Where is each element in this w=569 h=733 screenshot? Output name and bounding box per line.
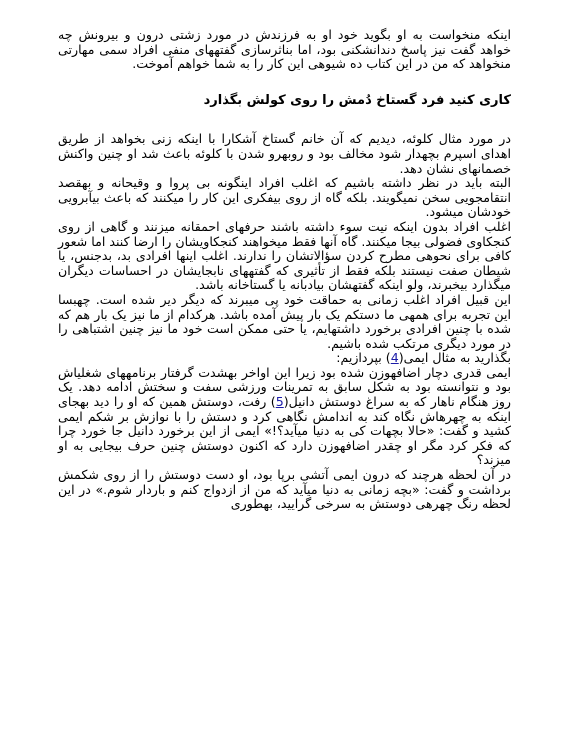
footnote-link-4[interactable]: 4 <box>390 350 399 366</box>
paragraph-intro: اینکه منخواست به او بگوید خود او به فرزندش در مورد زشتی درون و بیرونش چه خواهد گفت نیز پاسخ دندانشکنی بود، اما بناثرسازی گفتههای منفی افراد سمی مهارتی منخواهد که من در این کتاب ده شیوهی این کار را به شما خواهم آموخت. <box>58 27 511 72</box>
paragraph-chloe: در مورد مثال کلوئه، دیدیم که آن خانم گستاخ آشکارا با اینکه زنی بخواهد از طریق اهدای اسپرم بچهدار شود مخالف بود و روبهرو شدن با کلوئه باعث شد او چنین واکنش خصمانهای نشان دهد. <box>58 131 511 176</box>
paragraph-amy-story <box>58 366 511 468</box>
footnote-link-5[interactable]: 5 <box>275 394 284 410</box>
amy-intro-text-b: ) بپردازیم: <box>336 350 391 366</box>
section-heading: کاری کنید فرد گستاخ دُمش را روی کولش بگذارد <box>203 92 511 108</box>
amy-intro-text-a: بگذارید به مثال ایمی( <box>398 350 511 366</box>
amy-story-text-a: ایمی قدری دچار اضافهوزن شده بود زیرا این اواخر بهشدت گرفتار برنامههای شغلیاش بود و نتوانسته بود به شکل سابق به تمرینات ورزشی سفت و سختش ادامه دهد. یک روز هنگام ناهار که به سراغ دوستش دانیل( <box>58 364 511 410</box>
paragraph-amy-reply: در آن لحظه هرچند که درون ایمی آتشی برپا بود، او دست دوستش را از روی شکمش برداشت و گفت: «بچه زمانی به دنیا میآید که من از ازدواج کنم و باردار شوم.» در این لحظه رنگ چهرهی دوستش به سرخی گرایید، بهطوری <box>58 467 511 512</box>
paragraph-amy-intro <box>58 351 511 366</box>
paragraph-thoughtless: البته باید در نظر داشته باشیم که اغلب افراد اینگونه بی پروا و وقیحانه و بهقصد انتقامجویی سخن نمیگویند. بلکه گاه از روی بیفکری این کار را میکنند که باعث بیآبرویی خودشان میشود. <box>58 175 511 220</box>
paragraph-too-late: این قبیل افراد اغلب زمانی به حماقت خود پی میبرند که دیگر دیر شده است. چهبسا این تجربه برای همهی ما دستکم یک بار پیش آمده باشد. هرکدام از ما نیز یک بار هم که شده با چنین افرادی برخورد داشتهایم، یا حتی ممکن است خود ما نیز چنین اشتباهی را در مورد دیگری مرتکب شده باشیم. <box>58 291 511 351</box>
amy-story-text-b: ) رفت، دوستش همین که او را دید بهجای اینکه به چهرهاش نگاه کند به اندامش نگاهی کرد و دستش را با نوازش بر شکم ایمی کشید و گفت: «حالا بچهات کی به دنیا میآید؟!» ایمی از این برخورد دانیل جا خورد چرا که فکر کرد مگر او چقدر اضافهوزن دارد که اکنون دوستش چنین حرف بیجایی به او میزند؟ <box>58 394 511 468</box>
paragraph-curiosity: اغلب افراد بدون اینکه نیت سوء داشته باشند حرفهای احمقانه میزنند و گاهی از روی کنجکاوی فضولی بیجا میکنند. گاه آنها فقط میخواهند کنجکاویشان را ارضا کنند اما شعور کافی برای نحوهی مطرح کردن سؤالاتشان را ندارند. اغلب اینها افرادی بد، بدجنس، یا شیطان صفت نیستند بلکه فقط از تأثیری که گفتههای نابجایشان در احساسات دیگران میگذارد بیخبرند، ولو اینکه گفتهشان بیادبانه یا گستاخانه باشد. <box>58 218 511 293</box>
